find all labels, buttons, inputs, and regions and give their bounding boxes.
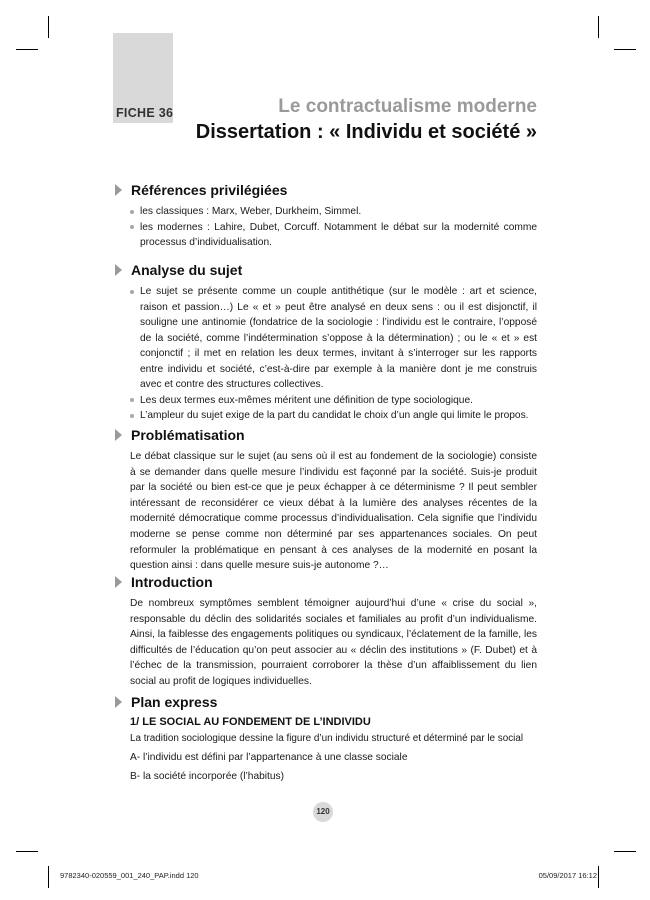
list-item: Le sujet se présente comme un couple antithétique (sur le modèle : art et science, raison et passion…) Le « et » peut être analysé en deux sens : ou il est disjonctif, il souligne une antinomie (fondatrice de la sociologie : l’individu est le contraire, l’opposé de la société, comme l’indétermination s’oppose à la détermination) ; ou le « et » est conjonctif ; il met en relation les deux termes, invitant à s’interroger sur les rapports entre individu et société, c’est-à-dire par exemple à la manière dont je me construis avec et contre des structures collectives. xyxy=(130,284,537,393)
section-header xyxy=(113,260,537,280)
plan-line: B- la société incorporée (l’habitus) xyxy=(130,771,285,782)
triangle-bullet-icon xyxy=(115,576,122,588)
bullet-list xyxy=(113,284,537,424)
page-subtitle: Dissertation : « Individu et société » xyxy=(195,121,537,143)
list-item: L’ampleur du sujet exige de la part du candidat le choix d’un angle qui limite le propos. xyxy=(130,408,537,424)
crop-mark xyxy=(48,866,49,888)
fiche-label: FICHE 36 xyxy=(116,106,174,120)
section-paragraph: De nombreux symptômes semblent témoigner aujourd’hui d’une « crise du social », responsable du déclin des solidarités sociales et familiales au profit d’un individualisme. Ainsi, la faiblesse des engagements politiques ou syndicaux, l’éclatement de la famille, les difficultés de l’éducation qu’on peut associer au « déclin des institutions » (F. Dubet) et à l’échec de la transmission, pourraient corroborer la thèse d’un affaiblissement du lien social au profit de logiques individuelles. xyxy=(130,598,537,687)
crop-mark xyxy=(598,866,599,888)
triangle-bullet-icon xyxy=(115,184,122,196)
crop-mark xyxy=(16,49,38,50)
triangle-bullet-icon xyxy=(115,696,122,708)
crop-mark xyxy=(48,16,49,38)
crop-mark xyxy=(16,851,38,852)
section-header xyxy=(113,180,537,200)
section-analyse xyxy=(113,260,537,424)
page-title: Le contractualisme moderne xyxy=(278,96,537,117)
section-header xyxy=(113,572,537,592)
print-slug-left: 9782340-020559_001_240_PAP.indd 120 xyxy=(60,871,199,880)
section-references xyxy=(113,180,537,251)
section-title: Références privilégiées xyxy=(131,182,288,198)
section-title: Problématisation xyxy=(131,427,245,443)
bullet-list xyxy=(113,204,537,251)
page-number: 120 xyxy=(313,802,333,822)
section-introduction xyxy=(113,572,537,690)
triangle-bullet-icon xyxy=(115,429,122,441)
section-title: Introduction xyxy=(131,574,213,590)
section-title: Analyse du sujet xyxy=(131,262,243,278)
plan-line: La tradition sociologique dessine la figure d’un individu structuré et déterminé par le social xyxy=(130,733,524,744)
plan-part-title: 1/ LE SOCIAL AU FONDEMENT DE L’INDIVIDU xyxy=(130,716,371,728)
triangle-bullet-icon xyxy=(115,264,122,276)
section-header xyxy=(113,692,537,712)
list-item: les modernes : Lahire, Dubet, Corcuff. Notamment le débat sur la modernité comme processus d’individualisation. xyxy=(130,220,537,251)
crop-mark xyxy=(614,49,636,50)
crop-mark xyxy=(614,851,636,852)
section-plan xyxy=(113,692,537,785)
list-item: les classiques : Marx, Weber, Durkheim, Simmel. xyxy=(130,204,537,220)
list-item: Les deux termes eux-mêmes méritent une définition de type sociologique. xyxy=(130,393,537,409)
section-title: Plan express xyxy=(131,694,218,710)
print-slug-right: 05/09/2017 16:12 xyxy=(538,871,597,880)
crop-mark xyxy=(598,16,599,38)
section-header xyxy=(113,425,537,445)
plan-line: A- l’individu est défini par l’appartenance à une classe sociale xyxy=(130,752,408,763)
section-paragraph: Le débat classique sur le sujet (au sens où il est au fondement de la sociologie) consiste à se demander dans quelle mesure l’individu est façonné par la société. Suis-je produit par la société ou bien est-ce que je peux échapper à ce déterminisme ? Il peut sembler intéressant de reconsidérer ce vieux débat à la lumière des analyses récentes de la modernité démocratique comme processus d’individualisation. Cela signifie que l’individu moderne se pense comme non déterminé par ses appartenances sociales. On peut reformuler la problématique en pensant à ces analyses de la modernité en posant la question ainsi : dans quelle mesure suis-je autonome ?… xyxy=(130,451,537,572)
section-problematisation xyxy=(113,425,537,574)
